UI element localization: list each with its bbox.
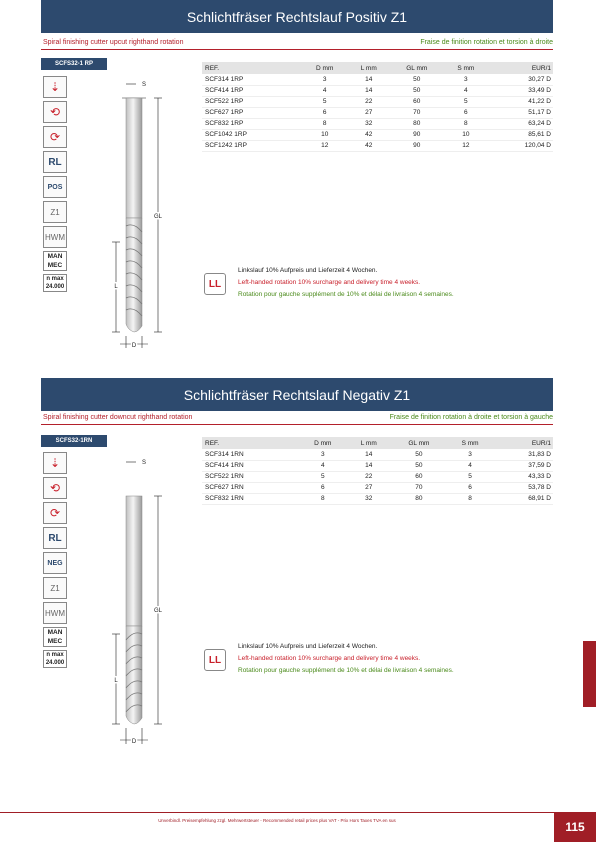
cell-gl: 80 <box>390 118 443 129</box>
table-row <box>202 482 553 493</box>
subtitle-english: Spiral finishing cutter downcut righthand rotation <box>43 414 193 421</box>
cell-gl: 60 <box>390 96 443 107</box>
note-english: Left-handed rotation 10% surcharge and delivery time 4 weeks. <box>238 655 421 662</box>
man-mec-icon <box>43 627 67 647</box>
section-title <box>41 378 553 411</box>
dim-d-label: D <box>131 343 137 349</box>
cell-s: 3 <box>447 449 494 460</box>
man-label: MAN <box>47 629 63 636</box>
cell-l: 27 <box>347 482 392 493</box>
dim-gl-label: GL <box>153 608 163 614</box>
cell-d: 3 <box>302 74 347 85</box>
rpm-label: n max <box>46 276 64 282</box>
col-d: D mm <box>302 62 347 74</box>
cell-gl: 50 <box>390 85 443 96</box>
col-d: D mm <box>299 437 346 449</box>
down-arrow-icon: ⇣ <box>43 76 67 98</box>
cell-gl: 50 <box>391 460 447 471</box>
product-code-badge: SCFS32-1RN <box>41 435 107 447</box>
col-gl: GL mm <box>391 437 447 449</box>
cutter-drawing <box>108 76 172 354</box>
cell-s: 12 <box>444 140 489 151</box>
table-row <box>202 118 553 129</box>
rl-icon: RL <box>43 527 67 549</box>
pos-icon: POS <box>43 176 67 198</box>
col-price: EUR/1 <box>488 62 553 74</box>
col-s: S mm <box>444 62 489 74</box>
cell-l: 32 <box>347 118 390 129</box>
table-row <box>202 460 553 471</box>
cell-price: 53,78 D <box>493 482 553 493</box>
note-french: Rotation pour gauche supplément de 10% et délai de livraison 4 semaines. <box>238 291 454 298</box>
section-title-text: Schlichtfräser Rechtslauf Positiv Z1 <box>186 8 408 25</box>
hwm-icon: HWM <box>43 602 67 624</box>
cell-ref: SCF522 1RN <box>202 471 299 482</box>
cell-ref: SCF522 1RP <box>202 96 302 107</box>
mec-label: MEC <box>47 262 63 269</box>
notes <box>238 265 454 301</box>
divider <box>41 49 553 50</box>
col-l: L mm <box>347 437 392 449</box>
man-mec-icon <box>43 251 67 271</box>
cell-price: 43,33 D <box>493 471 553 482</box>
cell-gl: 50 <box>390 74 443 85</box>
rl-icon: RL <box>43 151 67 173</box>
cell-gl: 80 <box>391 493 447 504</box>
col-l: L mm <box>347 62 390 74</box>
rpm-value: 24.000 <box>45 284 65 290</box>
cell-gl: 70 <box>390 107 443 118</box>
table-row <box>202 96 553 107</box>
rpm-icon <box>43 650 67 668</box>
cell-price: 30,27 D <box>488 74 553 85</box>
subtitle-french: Fraise de finition rotation à droite et torsion à gauche <box>389 414 553 421</box>
table-row <box>202 140 553 151</box>
cell-l: 42 <box>347 140 390 151</box>
col-ref: REF. <box>202 437 299 449</box>
note-french: Rotation pour gauche supplément de 10% et délai de livraison 4 semaines. <box>238 667 454 674</box>
cell-ref: SCF832 1RN <box>202 493 299 504</box>
cell-ref: SCF1042 1RP <box>202 129 302 140</box>
dim-l-label: L <box>114 678 118 684</box>
table-header-row <box>202 62 553 74</box>
man-label: MAN <box>47 253 63 260</box>
z1-icon: Z1 <box>43 201 67 223</box>
cell-s: 8 <box>447 493 494 504</box>
z1-icon: Z1 <box>43 577 67 599</box>
cell-s: 5 <box>447 471 494 482</box>
footer-divider <box>0 812 554 813</box>
cell-s: 8 <box>444 118 489 129</box>
table-header-row <box>202 437 553 449</box>
neg-icon: NEG <box>43 552 67 574</box>
subtitle-english: Spiral finishing cutter upcut righthand rotation <box>43 39 184 46</box>
table-row <box>202 449 553 460</box>
chapter-tab <box>583 641 596 707</box>
cell-price: 85,61 D <box>488 129 553 140</box>
cutter-drawing <box>108 452 172 752</box>
cell-gl: 50 <box>391 449 447 460</box>
rpm-value: 24.000 <box>45 660 65 666</box>
hwm-icon: HWM <box>43 226 67 248</box>
cell-price: 68,91 D <box>493 493 553 504</box>
col-price: EUR/1 <box>493 437 553 449</box>
rotation-icon: ⟲ <box>43 477 67 499</box>
cell-l: 32 <box>347 493 392 504</box>
cell-price: 31,83 D <box>493 449 553 460</box>
table-row <box>202 74 553 85</box>
section-title <box>41 0 553 33</box>
cell-d: 6 <box>299 482 346 493</box>
cell-d: 12 <box>302 140 347 151</box>
rotation-right-icon: ⟳ <box>43 502 67 524</box>
product-table <box>202 62 553 152</box>
note-german: Linkslauf 10% Aufpreis und Lieferzeit 4 Wochen. <box>238 643 378 650</box>
cell-d: 8 <box>299 493 346 504</box>
cell-d: 10 <box>302 129 347 140</box>
mec-label: MEC <box>47 638 63 645</box>
cell-price: 51,17 D <box>488 107 553 118</box>
cell-price: 33,49 D <box>488 85 553 96</box>
col-gl: GL mm <box>390 62 443 74</box>
cell-gl: 90 <box>390 140 443 151</box>
cell-ref: SCF314 1RN <box>202 449 299 460</box>
col-ref: REF. <box>202 62 302 74</box>
dim-gl-label: GL <box>153 214 163 220</box>
rpm-icon <box>43 274 67 292</box>
table-row <box>202 107 553 118</box>
note-english: Left-handed rotation 10% surcharge and delivery time 4 weeks. <box>238 279 421 286</box>
cell-l: 22 <box>347 471 392 482</box>
rotation-right-icon: ⟳ <box>43 126 67 148</box>
page-number: 115 <box>554 812 596 842</box>
cell-d: 5 <box>302 96 347 107</box>
cell-s: 10 <box>444 129 489 140</box>
dim-s-label: S <box>142 460 147 466</box>
cell-ref: SCF414 1RN <box>202 460 299 471</box>
col-s: S mm <box>447 437 494 449</box>
dim-l-label: L <box>114 284 118 290</box>
cell-ref: SCF314 1RP <box>202 74 302 85</box>
left-hand-badge: LL <box>204 273 226 295</box>
cell-ref: SCF627 1RN <box>202 482 299 493</box>
cell-d: 8 <box>302 118 347 129</box>
cell-d: 6 <box>302 107 347 118</box>
table-row <box>202 493 553 504</box>
cell-d: 4 <box>299 460 346 471</box>
cell-s: 5 <box>444 96 489 107</box>
cell-l: 14 <box>347 449 392 460</box>
table-row <box>202 129 553 140</box>
cell-l: 14 <box>347 85 390 96</box>
note-german: Linkslauf 10% Aufpreis und Lieferzeit 4 Wochen. <box>238 267 378 274</box>
footer-disclaimer: Unverbindl. Preisempfehlung zzgl. Mehrwertsteuer - Recommended retail prices plus VAT - Prix Hors Taxes TVA en sus <box>158 818 396 823</box>
table-row <box>202 85 553 96</box>
cell-s: 6 <box>447 482 494 493</box>
cell-price: 120,04 D <box>488 140 553 151</box>
divider <box>41 424 553 425</box>
rpm-label: n max <box>46 652 64 658</box>
table-row <box>202 471 553 482</box>
cell-price: 63,24 D <box>488 118 553 129</box>
cell-ref: SCF1242 1RP <box>202 140 302 151</box>
dim-s-label: S <box>142 82 147 88</box>
feature-icons <box>43 452 67 668</box>
cell-s: 3 <box>444 74 489 85</box>
cell-l: 14 <box>347 460 392 471</box>
cell-gl: 70 <box>391 482 447 493</box>
cell-l: 22 <box>347 96 390 107</box>
cell-s: 4 <box>444 85 489 96</box>
product-code-badge: SCFS32-1 RP <box>41 58 107 70</box>
cell-l: 27 <box>347 107 390 118</box>
cell-gl: 60 <box>391 471 447 482</box>
cell-ref: SCF627 1RP <box>202 107 302 118</box>
rotation-icon: ⟲ <box>43 101 67 123</box>
feature-icons <box>43 76 67 292</box>
cell-ref: SCF832 1RP <box>202 118 302 129</box>
cell-d: 3 <box>299 449 346 460</box>
cell-l: 42 <box>347 129 390 140</box>
product-section-2 <box>0 378 596 770</box>
cell-s: 6 <box>444 107 489 118</box>
down-arrow-icon: ⇣ <box>43 452 67 474</box>
cell-d: 4 <box>302 85 347 96</box>
cell-gl: 90 <box>390 129 443 140</box>
cell-l: 14 <box>347 74 390 85</box>
dim-d-label: D <box>131 739 137 745</box>
notes <box>238 641 454 677</box>
cell-d: 5 <box>299 471 346 482</box>
cell-price: 41,22 D <box>488 96 553 107</box>
subtitle-french: Fraise de finition rotation et torsion à droite <box>420 39 553 46</box>
cell-price: 37,59 D <box>493 460 553 471</box>
cell-s: 4 <box>447 460 494 471</box>
product-section-1 <box>0 0 596 372</box>
left-hand-badge: LL <box>204 649 226 671</box>
cell-ref: SCF414 1RP <box>202 85 302 96</box>
product-table <box>202 437 553 505</box>
section-title-text: Schlichtfräser Rechtslauf Negativ Z1 <box>183 386 411 403</box>
